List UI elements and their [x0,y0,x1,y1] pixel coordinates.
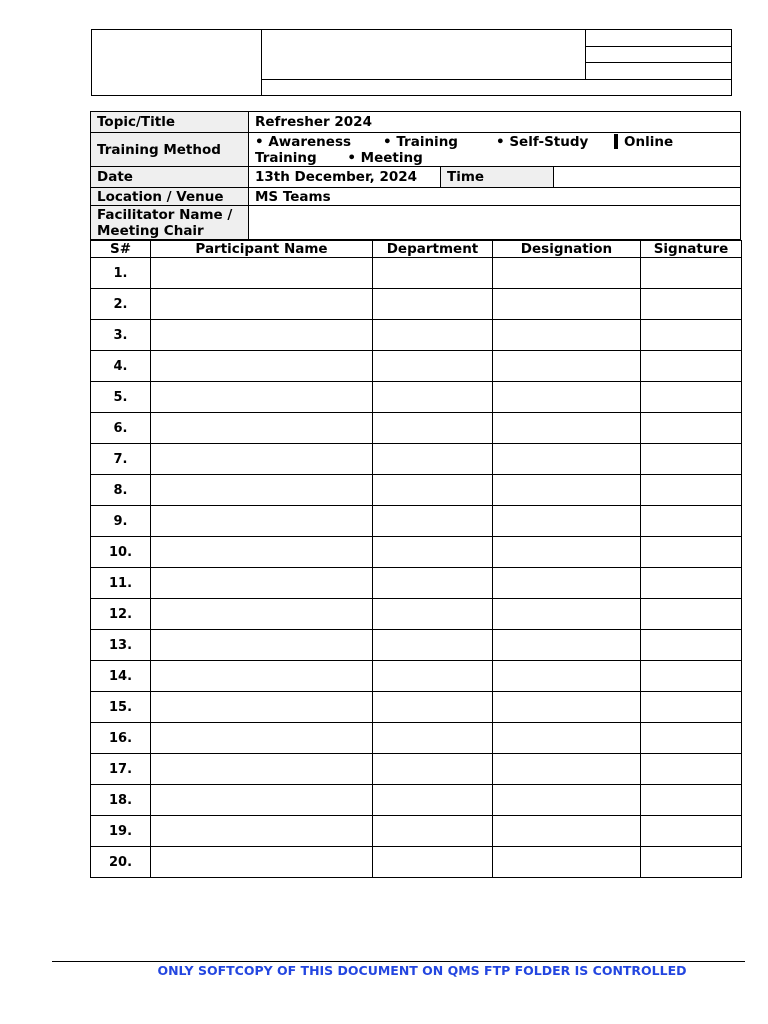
footer-divider [52,961,745,962]
serial-number-cell: 1. [91,258,151,289]
participant-name-cell[interactable] [151,723,373,754]
header-divider [585,46,731,47]
selected-marker-icon [614,134,618,149]
table-row [91,258,742,289]
signature-cell[interactable] [641,785,742,816]
serial-number-cell: 12. [91,599,151,630]
table-row [91,382,742,413]
method-meeting: • Meeting [347,149,423,166]
participant-name-cell[interactable] [151,599,373,630]
column-header-signature: Signature [641,241,742,258]
training-info-table [90,111,741,240]
designation-cell[interactable] [493,475,641,506]
participant-name-cell[interactable] [151,289,373,320]
department-cell[interactable] [373,382,493,413]
designation-cell[interactable] [493,382,641,413]
table-row [91,568,742,599]
department-cell[interactable] [373,444,493,475]
table-row [91,351,742,382]
designation-cell[interactable] [493,258,641,289]
participant-name-cell[interactable] [151,692,373,723]
table-row [91,785,742,816]
table-row [91,661,742,692]
serial-number-cell: 6. [91,413,151,444]
department-cell[interactable] [373,537,493,568]
table-row [91,630,742,661]
signature-cell[interactable] [641,351,742,382]
signature-cell[interactable] [641,320,742,351]
serial-number-cell: 7. [91,444,151,475]
participant-name-cell[interactable] [151,630,373,661]
designation-cell[interactable] [493,630,641,661]
participant-name-cell[interactable] [151,475,373,506]
designation-cell[interactable] [493,506,641,537]
column-header-designation: Designation [493,241,641,258]
serial-number-cell: 14. [91,661,151,692]
participant-name-cell[interactable] [151,816,373,847]
signature-cell[interactable] [641,816,742,847]
table-row [91,847,742,878]
signature-cell[interactable] [641,661,742,692]
topic-value: Refresher 2024 [249,112,741,133]
table-row [91,506,742,537]
serial-number-cell: 13. [91,630,151,661]
header-divider [585,30,586,79]
training-method-label: Training Method [91,133,249,167]
participant-name-cell[interactable] [151,444,373,475]
table-row [91,599,742,630]
department-cell[interactable] [373,506,493,537]
department-cell[interactable] [373,568,493,599]
signature-cell[interactable] [641,289,742,320]
signature-cell[interactable] [641,630,742,661]
designation-cell[interactable] [493,723,641,754]
table-row [91,754,742,785]
department-cell[interactable] [373,785,493,816]
serial-number-cell: 10. [91,537,151,568]
department-cell[interactable] [373,630,493,661]
participant-name-cell[interactable] [151,785,373,816]
designation-cell[interactable] [493,754,641,785]
department-cell[interactable] [373,320,493,351]
facilitator-label: Facilitator Name / Meeting Chair [91,206,249,240]
signature-cell[interactable] [641,258,742,289]
serial-number-cell: 8. [91,475,151,506]
department-cell[interactable] [373,413,493,444]
participant-name-cell[interactable] [151,537,373,568]
designation-cell[interactable] [493,413,641,444]
method-self-study: • Self-Study [496,133,589,150]
designation-cell[interactable] [493,444,641,475]
designation-cell[interactable] [493,320,641,351]
method-awareness: • Awareness [255,133,352,150]
column-header-participant-name: Participant Name [151,241,373,258]
date-value: 13th December, 2024 [249,167,441,188]
department-cell[interactable] [373,692,493,723]
signature-cell[interactable] [641,723,742,754]
date-label: Date [91,167,249,188]
topic-label: Topic/Title [91,112,249,133]
method-training: • Training [383,133,458,150]
department-cell[interactable] [373,661,493,692]
table-row [91,692,742,723]
document-header-block [91,29,732,96]
signature-cell[interactable] [641,847,742,878]
designation-cell[interactable] [493,816,641,847]
table-row [91,413,742,444]
signature-cell[interactable] [641,692,742,723]
serial-number-cell: 3. [91,320,151,351]
serial-number-cell: 9. [91,506,151,537]
department-cell[interactable] [373,258,493,289]
department-cell[interactable] [373,816,493,847]
serial-number-cell: 17. [91,754,151,785]
participant-name-cell[interactable] [151,320,373,351]
designation-cell[interactable] [493,537,641,568]
signature-cell[interactable] [641,599,742,630]
designation-cell[interactable] [493,785,641,816]
signature-cell[interactable] [641,382,742,413]
serial-number-cell: 15. [91,692,151,723]
participant-name-cell[interactable] [151,661,373,692]
signature-cell[interactable] [641,754,742,785]
participant-name-cell[interactable] [151,351,373,382]
table-row [91,320,742,351]
signature-cell[interactable] [641,506,742,537]
serial-number-cell: 18. [91,785,151,816]
department-cell[interactable] [373,289,493,320]
table-row [91,537,742,568]
department-cell[interactable] [373,475,493,506]
designation-cell[interactable] [493,692,641,723]
participants-table [90,240,742,878]
table-row [91,723,742,754]
time-value [554,167,741,188]
serial-number-cell: 11. [91,568,151,599]
participant-name-cell[interactable] [151,568,373,599]
serial-number-cell: 5. [91,382,151,413]
facilitator-value [249,206,741,240]
header-divider [585,62,731,63]
training-method-options [249,133,741,167]
designation-cell[interactable] [493,289,641,320]
serial-number-cell: 19. [91,816,151,847]
header-divider [261,30,262,95]
location-label: Location / Venue [91,188,249,206]
signature-cell[interactable] [641,413,742,444]
participant-name-cell[interactable] [151,382,373,413]
participant-name-cell[interactable] [151,754,373,785]
serial-number-cell: 16. [91,723,151,754]
signature-cell[interactable] [641,568,742,599]
designation-cell[interactable] [493,847,641,878]
serial-number-cell: 2. [91,289,151,320]
participant-name-cell[interactable] [151,847,373,878]
designation-cell[interactable] [493,599,641,630]
department-cell[interactable] [373,723,493,754]
method-online-training: Online Training [255,133,674,166]
footer-notice: ONLY SOFTCOPY OF THIS DOCUMENT ON QMS FTP FOLDER IS CONTROLLED [157,963,687,978]
department-cell[interactable] [373,351,493,382]
signature-cell[interactable] [641,475,742,506]
department-cell[interactable] [373,847,493,878]
column-header-serial: S# [91,241,151,258]
signature-cell[interactable] [641,444,742,475]
serial-number-cell: 4. [91,351,151,382]
designation-cell[interactable] [493,568,641,599]
designation-cell[interactable] [493,661,641,692]
signature-cell[interactable] [641,537,742,568]
serial-number-cell: 20. [91,847,151,878]
table-row [91,816,742,847]
designation-cell[interactable] [493,351,641,382]
table-row [91,475,742,506]
location-value: MS Teams [249,188,741,206]
participant-name-cell[interactable] [151,258,373,289]
department-cell[interactable] [373,599,493,630]
column-header-department: Department [373,241,493,258]
participant-name-cell[interactable] [151,506,373,537]
table-row [91,289,742,320]
header-divider [261,79,731,80]
department-cell[interactable] [373,754,493,785]
table-row [91,444,742,475]
participant-name-cell[interactable] [151,413,373,444]
time-label: Time [441,167,554,188]
